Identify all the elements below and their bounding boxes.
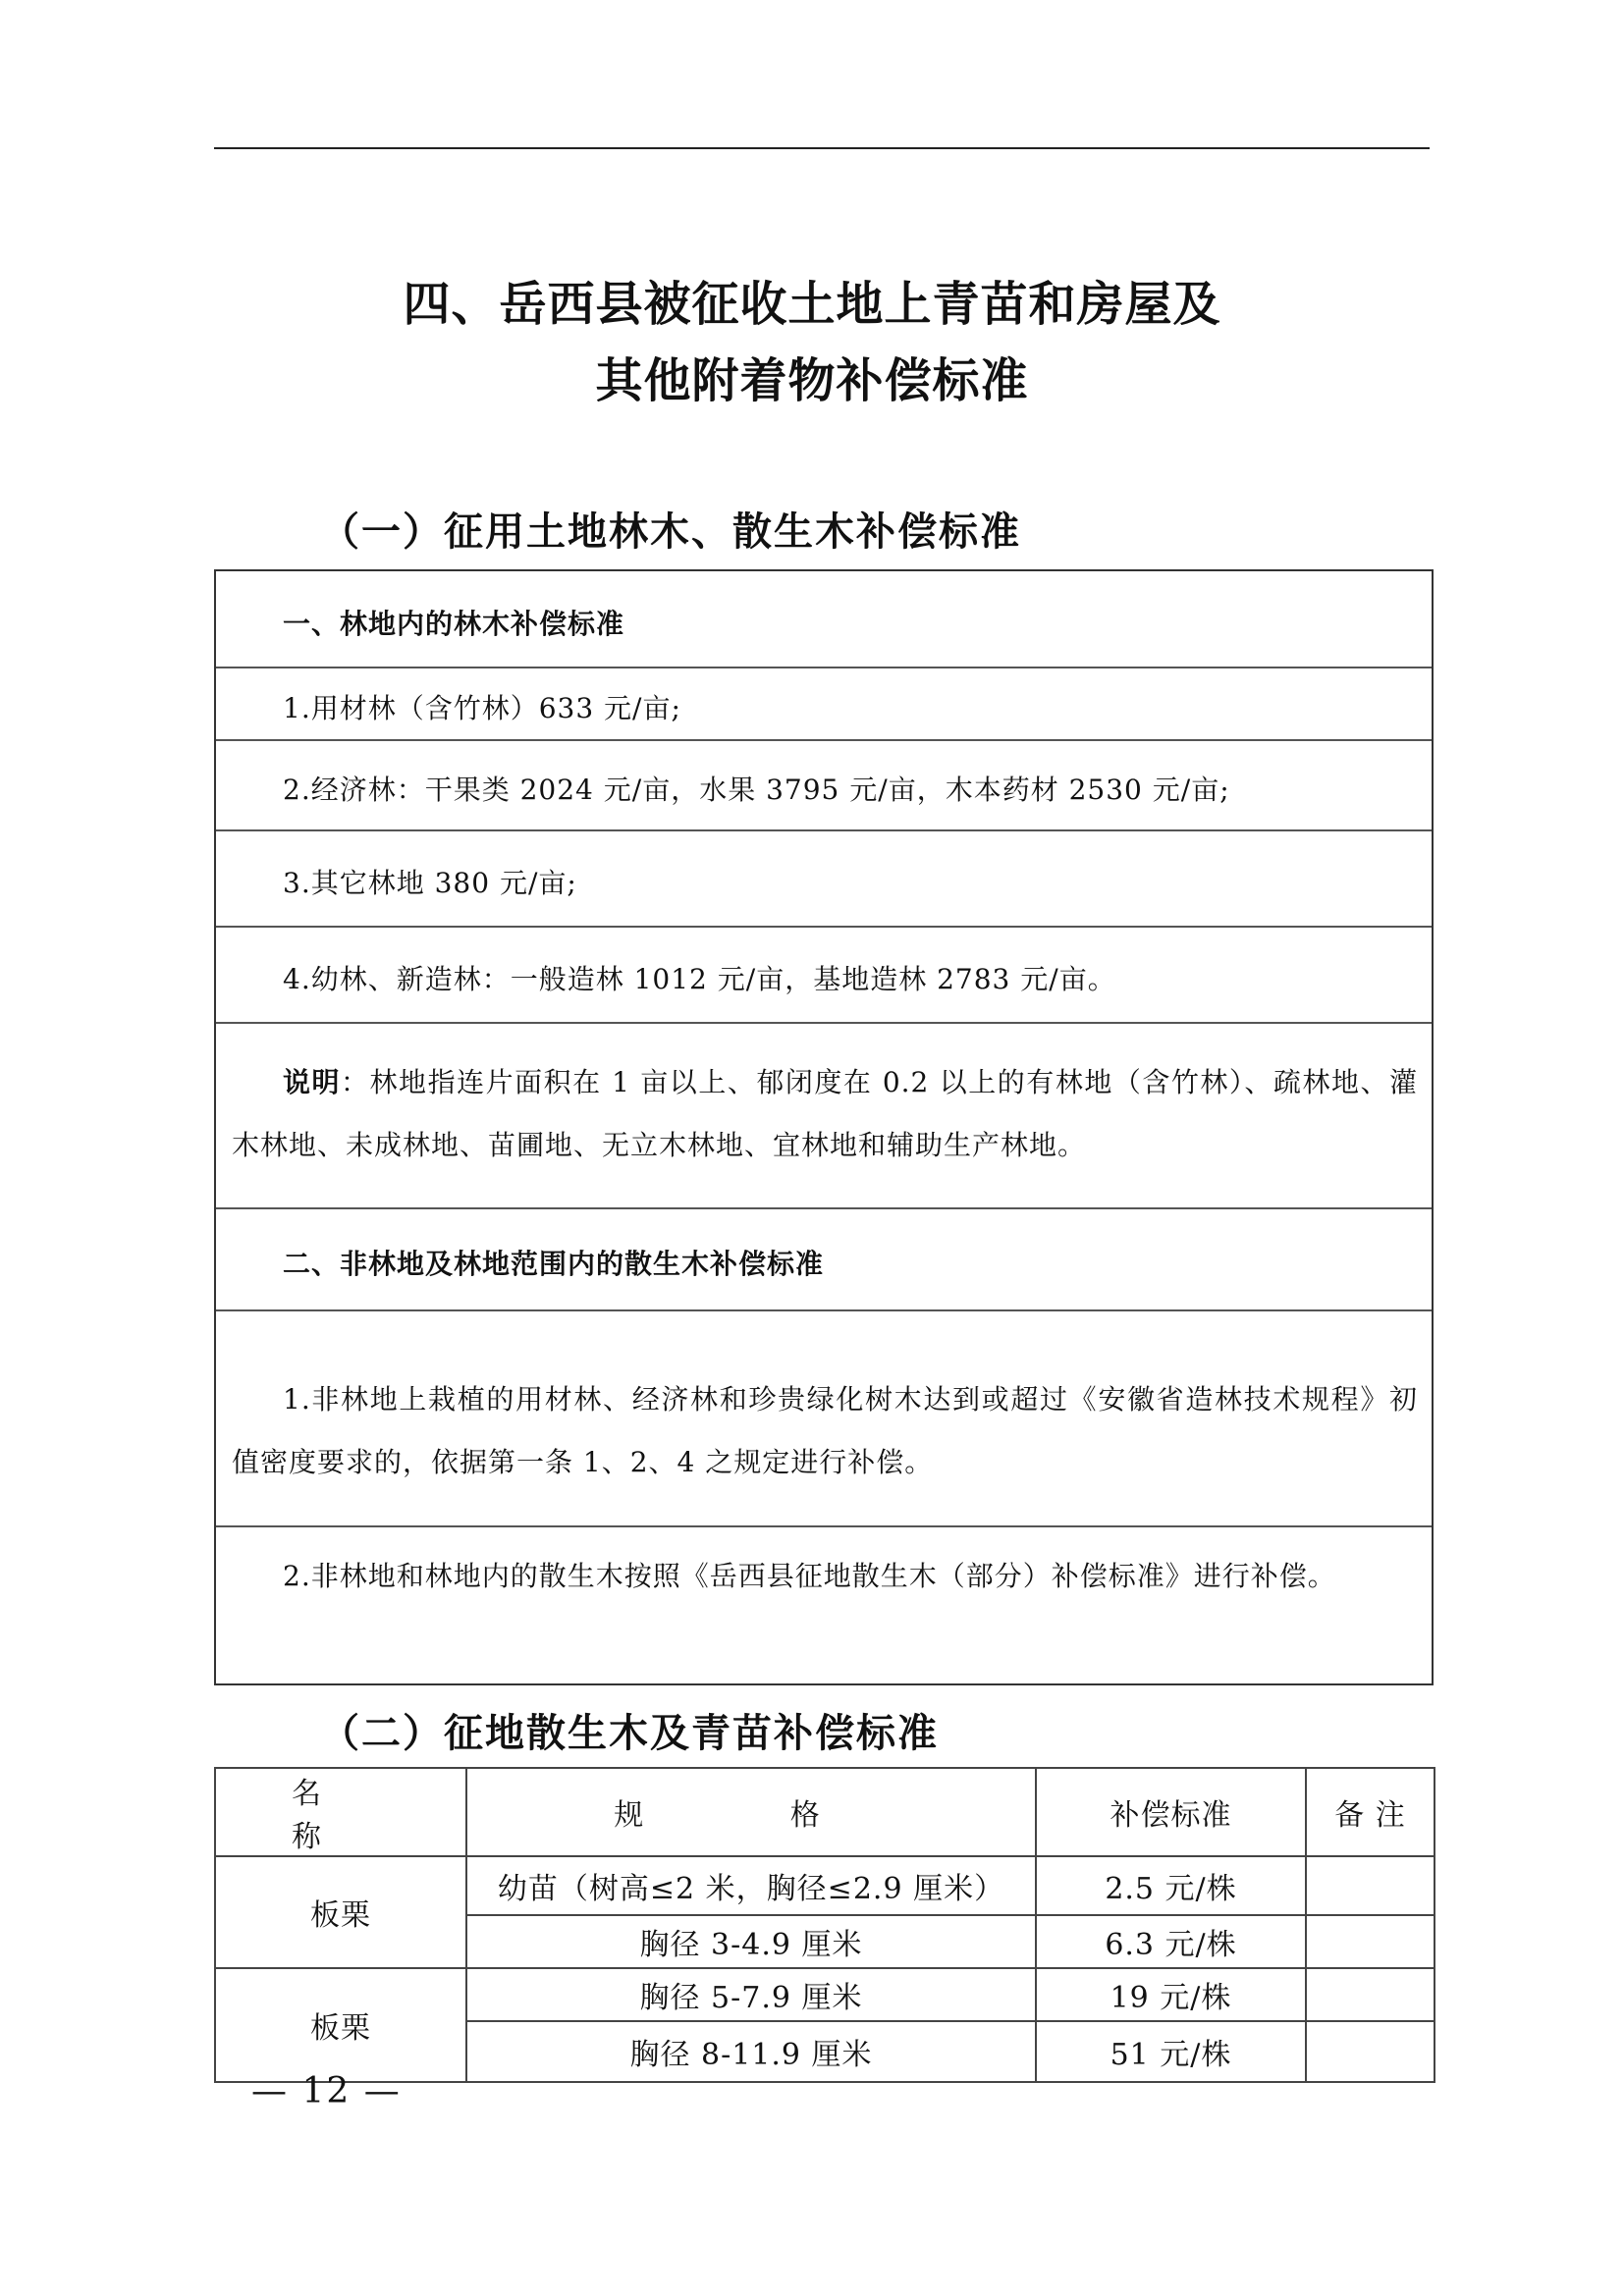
remark-cell: [1306, 1968, 1435, 2021]
note-row: [216, 1024, 1432, 1209]
page-number: — 12 —: [251, 2071, 402, 2111]
standard-cell: 19 元/株: [1036, 1968, 1306, 2021]
column-header-standard: 补偿标准: [1036, 1768, 1306, 1856]
remark-cell: [1306, 1856, 1435, 1915]
remark-cell: [1306, 2021, 1435, 2082]
note-paragraph: [232, 1051, 1418, 1177]
part2-item-row: [216, 1527, 1432, 1687]
table-header-row: [215, 1768, 1435, 1856]
item-text: 1.用材林（含竹林）633 元/亩;: [283, 692, 681, 724]
column-header-remark: 备 注: [1306, 1768, 1435, 1856]
note-label: 说明: [283, 1066, 342, 1098]
item-text: 3.其它林地 380 元/亩;: [283, 867, 577, 899]
spec-cell: 胸径 3-4.9 厘米: [466, 1915, 1036, 1968]
item-row: [216, 668, 1432, 741]
document-title-line1: 四、岳西县被征收土地上青苗和房屋及: [403, 277, 1221, 332]
part2-heading-row: [216, 1209, 1432, 1311]
part1-heading: 一、林地内的林木补偿标准: [283, 608, 625, 640]
part1-heading-row: [216, 571, 1432, 668]
note-text: ：林地指连片面积在 1 亩以上、郁闭度在 0.2 以上的有林地（含竹林）、疏林地、灌木林地、未成林地、苗圃地、无立木林地、宜林地和辅助生产林地。: [232, 1066, 1418, 1161]
part2-item-text: 1.非林地上栽植的用材林、经济林和珍贵绿化树木达到或超过《安徽省造林技术规程》初值密度要求的，依据第一条 1、2、4 之规定进行补偿。: [232, 1383, 1418, 1478]
spec-cell: 胸径 8-11.9 厘米: [466, 2021, 1036, 2082]
standard-cell: 6.3 元/株: [1036, 1915, 1306, 1968]
table-row: [215, 1856, 1435, 1915]
standard-cell: 2.5 元/株: [1036, 1856, 1306, 1915]
seedling-compensation-table: [214, 1767, 1435, 2083]
part2-item-text: 2.非林地和林地内的散生木按照《岳西县征地散生木（部分）补偿标准》进行补偿。: [283, 1560, 1336, 1592]
item-name-cell: 板栗: [215, 1856, 466, 1968]
item-row: [216, 741, 1432, 831]
item-text: 2.经济林：干果类 2024 元/亩，水果 3795 元/亩，木本药材 2530 元/亩;: [283, 774, 1230, 806]
item-row: [216, 831, 1432, 928]
remark-cell: [1306, 1915, 1435, 1968]
header-rule: [214, 147, 1430, 149]
column-header-name: 名 称: [215, 1768, 466, 1856]
document-title-line2: 其他附着物补偿标准: [595, 353, 1029, 408]
item-text: 4.幼林、新造林：一般造林 1012 元/亩，基地造林 2783 元/亩。: [283, 963, 1116, 995]
part2-heading: 二、非林地及林地范围内的散生木补偿标准: [283, 1248, 825, 1280]
section1-heading: （一）征用土地林木、散生木补偿标准: [320, 509, 1021, 555]
standard-cell: 51 元/株: [1036, 2021, 1306, 2082]
forest-compensation-table: [214, 569, 1434, 1685]
table-row: [215, 1968, 1435, 2021]
section2-heading: （二）征地散生木及青苗补偿标准: [320, 1711, 939, 1756]
spec-cell: 胸径 5-7.9 厘米: [466, 1968, 1036, 2021]
part2-item-row: [216, 1311, 1432, 1527]
item-name-cell: 板栗: [215, 1968, 466, 2082]
spec-cell: 幼苗（树高≤2 米，胸径≤2.9 厘米）: [466, 1856, 1036, 1915]
item-row: [216, 928, 1432, 1024]
column-header-spec: 规 格: [466, 1768, 1036, 1856]
